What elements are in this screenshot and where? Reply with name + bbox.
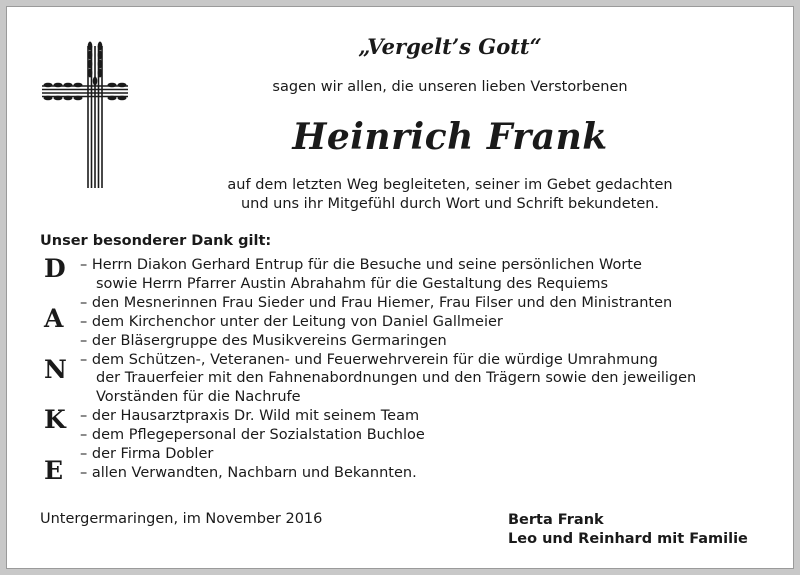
list-item: – der Hausarztpraxis Dr. Wild mit seinem Team: [80, 408, 420, 425]
deceased-name: Heinrich Frank: [292, 116, 608, 158]
list-item: – Herrn Diakon Gerhard Entrup für die Besuche und seine persönlichen Worte: [80, 257, 642, 273]
headline-subtitle: sagen wir allen, die unseren lieben Verstorbenen: [272, 79, 628, 95]
list-item: – dem Pflegepersonal der Sozialstation Buchloe: [80, 427, 425, 444]
thanks-list: [80, 256, 770, 483]
signature-line: Berta Frank: [508, 512, 604, 528]
danke-letter: E: [44, 456, 64, 485]
list-item: – allen Verwandten, Nachbarn und Bekannten.: [80, 464, 417, 481]
list-item: – dem Kirchenchor unter der Leitung von Daniel Gallmeier: [80, 313, 503, 330]
list-item: – der Bläsergruppe des Musikvereins Germaringen: [80, 332, 447, 349]
intro-line: auf dem letzten Weg begleiteten, seiner im Gebet gedachten: [227, 177, 673, 193]
list-item: – dem Schützen-, Veteranen- und Feuerwehrverein für die würdige Umrahmung: [80, 351, 658, 368]
list-item: der Trauerfeier mit den Fahnenabordnungen und den Trägern sowie den jeweiligen: [96, 370, 697, 387]
signature: [508, 511, 748, 549]
intro-line: und uns ihr Mitgefühl durch Wort und Schrift bekundeten.: [240, 196, 660, 212]
headline: „Vergelt’s Gott“: [358, 34, 542, 59]
place-date: Untergermaringen, im November 2016: [40, 511, 323, 527]
thanks-heading: Unser besonderer Dank gilt:: [40, 233, 272, 249]
danke-letter: A: [44, 304, 64, 333]
danke-letter: N: [44, 355, 67, 384]
list-item: – den Mesnerinnen Frau Sieder und Frau Hiemer, Frau Filser und den Ministranten: [80, 294, 673, 311]
intro-text: [140, 176, 760, 214]
list-item: sowie Herrn Pfarrer Austin Abrahahm für die Gestaltung des Requiems: [96, 275, 609, 292]
wheat-cross-icon: [40, 40, 130, 190]
list-item: Vorständen für die Nachrufe: [96, 389, 301, 406]
list-item: – der Firma Dobler: [80, 446, 214, 463]
danke-letter: K: [44, 405, 66, 434]
danke-letter: D: [44, 254, 66, 283]
signature-line: Leo und Reinhard mit Familie: [508, 531, 748, 547]
